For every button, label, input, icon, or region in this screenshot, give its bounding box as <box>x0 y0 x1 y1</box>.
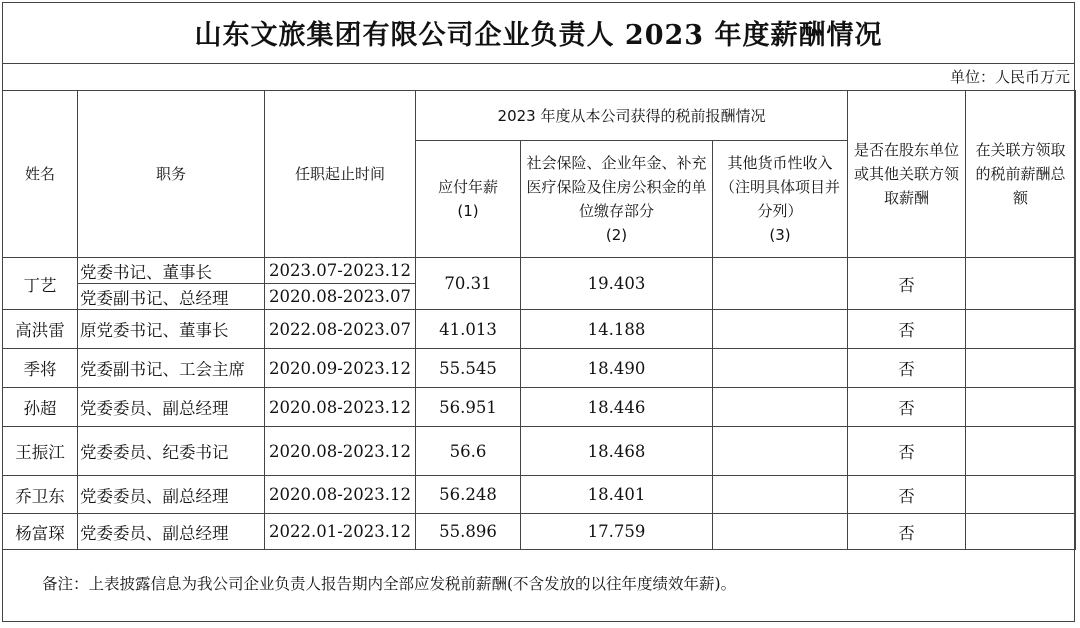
cell-name: 高洪雷 <box>3 310 78 349</box>
header-other-no: (3) <box>769 226 791 244</box>
cell-position: 党委副书记、总经理 <box>78 284 265 310</box>
cell-related: 否 <box>848 310 966 349</box>
cell-name: 丁艺 <box>3 258 78 310</box>
cell-name: 杨富琛 <box>3 514 78 550</box>
cell-insurance: 18.490 <box>521 349 713 388</box>
cell-other <box>713 476 848 514</box>
table-row <box>3 349 1076 388</box>
cell-related-total <box>966 258 1076 310</box>
cell-insurance: 17.759 <box>521 514 713 550</box>
cell-related: 否 <box>848 476 966 514</box>
cell-salary: 56.6 <box>416 427 521 476</box>
cell-other <box>713 258 848 310</box>
cell-salary: 55.545 <box>416 349 521 388</box>
unit-label: 单位：人民币万元 <box>949 68 1070 86</box>
header-related-total: 在关联方领取的税前薪酬总额 <box>966 91 1076 258</box>
cell-position: 党委委员、纪委书记 <box>78 427 265 476</box>
cell-related-total <box>966 476 1076 514</box>
cell-insurance: 19.403 <box>521 258 713 310</box>
cell-insurance: 18.468 <box>521 427 713 476</box>
cell-insurance: 14.188 <box>521 310 713 349</box>
table-row <box>3 514 1076 550</box>
header-name: 姓名 <box>3 91 78 258</box>
header-other <box>713 141 848 258</box>
header-term: 任职起止时间 <box>265 91 416 258</box>
salary-table <box>2 90 1076 550</box>
cell-position: 党委书记、董事长 <box>78 258 265 284</box>
cell-term: 2020.08-2023.12 <box>265 388 416 427</box>
cell-related: 否 <box>848 258 966 310</box>
cell-related-total <box>966 310 1076 349</box>
cell-related-total <box>966 349 1076 388</box>
table-row <box>3 388 1076 427</box>
table-row <box>3 476 1076 514</box>
cell-other <box>713 310 848 349</box>
cell-position: 党委副书记、工会主席 <box>78 349 265 388</box>
cell-term: 2020.08-2023.12 <box>265 427 416 476</box>
header-group: 2023 年度从本公司获得的税前报酬情况 <box>416 91 848 141</box>
header-salary-no: (1) <box>457 202 479 220</box>
header-related: 是否在股东单位或其他关联方领取薪酬 <box>848 91 966 258</box>
header-insurance <box>521 141 713 258</box>
cell-name: 孙超 <box>3 388 78 427</box>
cell-term: 2020.09-2023.12 <box>265 349 416 388</box>
cell-insurance: 18.401 <box>521 476 713 514</box>
header-other-label: 其他货币性收入（注明具体项目并分列） <box>720 154 841 220</box>
cell-position: 党委委员、副总经理 <box>78 388 265 427</box>
cell-name: 乔卫东 <box>3 476 78 514</box>
cell-related-total <box>966 514 1076 550</box>
cell-insurance: 18.446 <box>521 388 713 427</box>
cell-other <box>713 427 848 476</box>
cell-related: 否 <box>848 427 966 476</box>
cell-name: 季将 <box>3 349 78 388</box>
cell-salary: 41.013 <box>416 310 521 349</box>
cell-position: 党委委员、副总经理 <box>78 476 265 514</box>
footnote: 备注：上表披露信息为我公司企业负责人报告期内全部应发税前薪酬(不含发放的以往年度绩效年薪)。 <box>42 575 737 593</box>
cell-term: 2020.08-2023.07 <box>265 284 416 310</box>
page-title: 山东文旅集团有限公司企业负责人 2023 年度薪酬情况 <box>2 2 1075 64</box>
cell-position: 党委委员、副总经理 <box>78 514 265 550</box>
cell-other <box>713 388 848 427</box>
cell-term: 2020.08-2023.12 <box>265 476 416 514</box>
cell-term: 2023.07-2023.12 <box>265 258 416 284</box>
cell-related-total <box>966 388 1076 427</box>
header-insurance-no: (2) <box>605 226 628 244</box>
cell-salary: 56.248 <box>416 476 521 514</box>
header-salary-label: 应付年薪 <box>437 178 498 196</box>
cell-term: 2022.01-2023.12 <box>265 514 416 550</box>
cell-related: 否 <box>848 514 966 550</box>
cell-term: 2022.08-2023.07 <box>265 310 416 349</box>
cell-salary: 55.896 <box>416 514 521 550</box>
header-position: 职务 <box>78 91 265 258</box>
cell-related-total <box>966 427 1076 476</box>
cell-position: 原党委书记、董事长 <box>78 310 265 349</box>
cell-salary: 70.31 <box>416 258 521 310</box>
header-salary <box>416 141 521 258</box>
cell-other <box>713 349 848 388</box>
cell-related: 否 <box>848 388 966 427</box>
table-row <box>3 310 1076 349</box>
table-row <box>3 427 1076 476</box>
cell-name: 王振江 <box>3 427 78 476</box>
table-row <box>3 258 1076 284</box>
header-insurance-label: 社会保险、企业年金、补充医疗保险及住房公积金的单位缴存部分 <box>526 154 707 220</box>
cell-related: 否 <box>848 349 966 388</box>
cell-other <box>713 514 848 550</box>
cell-salary: 56.951 <box>416 388 521 427</box>
